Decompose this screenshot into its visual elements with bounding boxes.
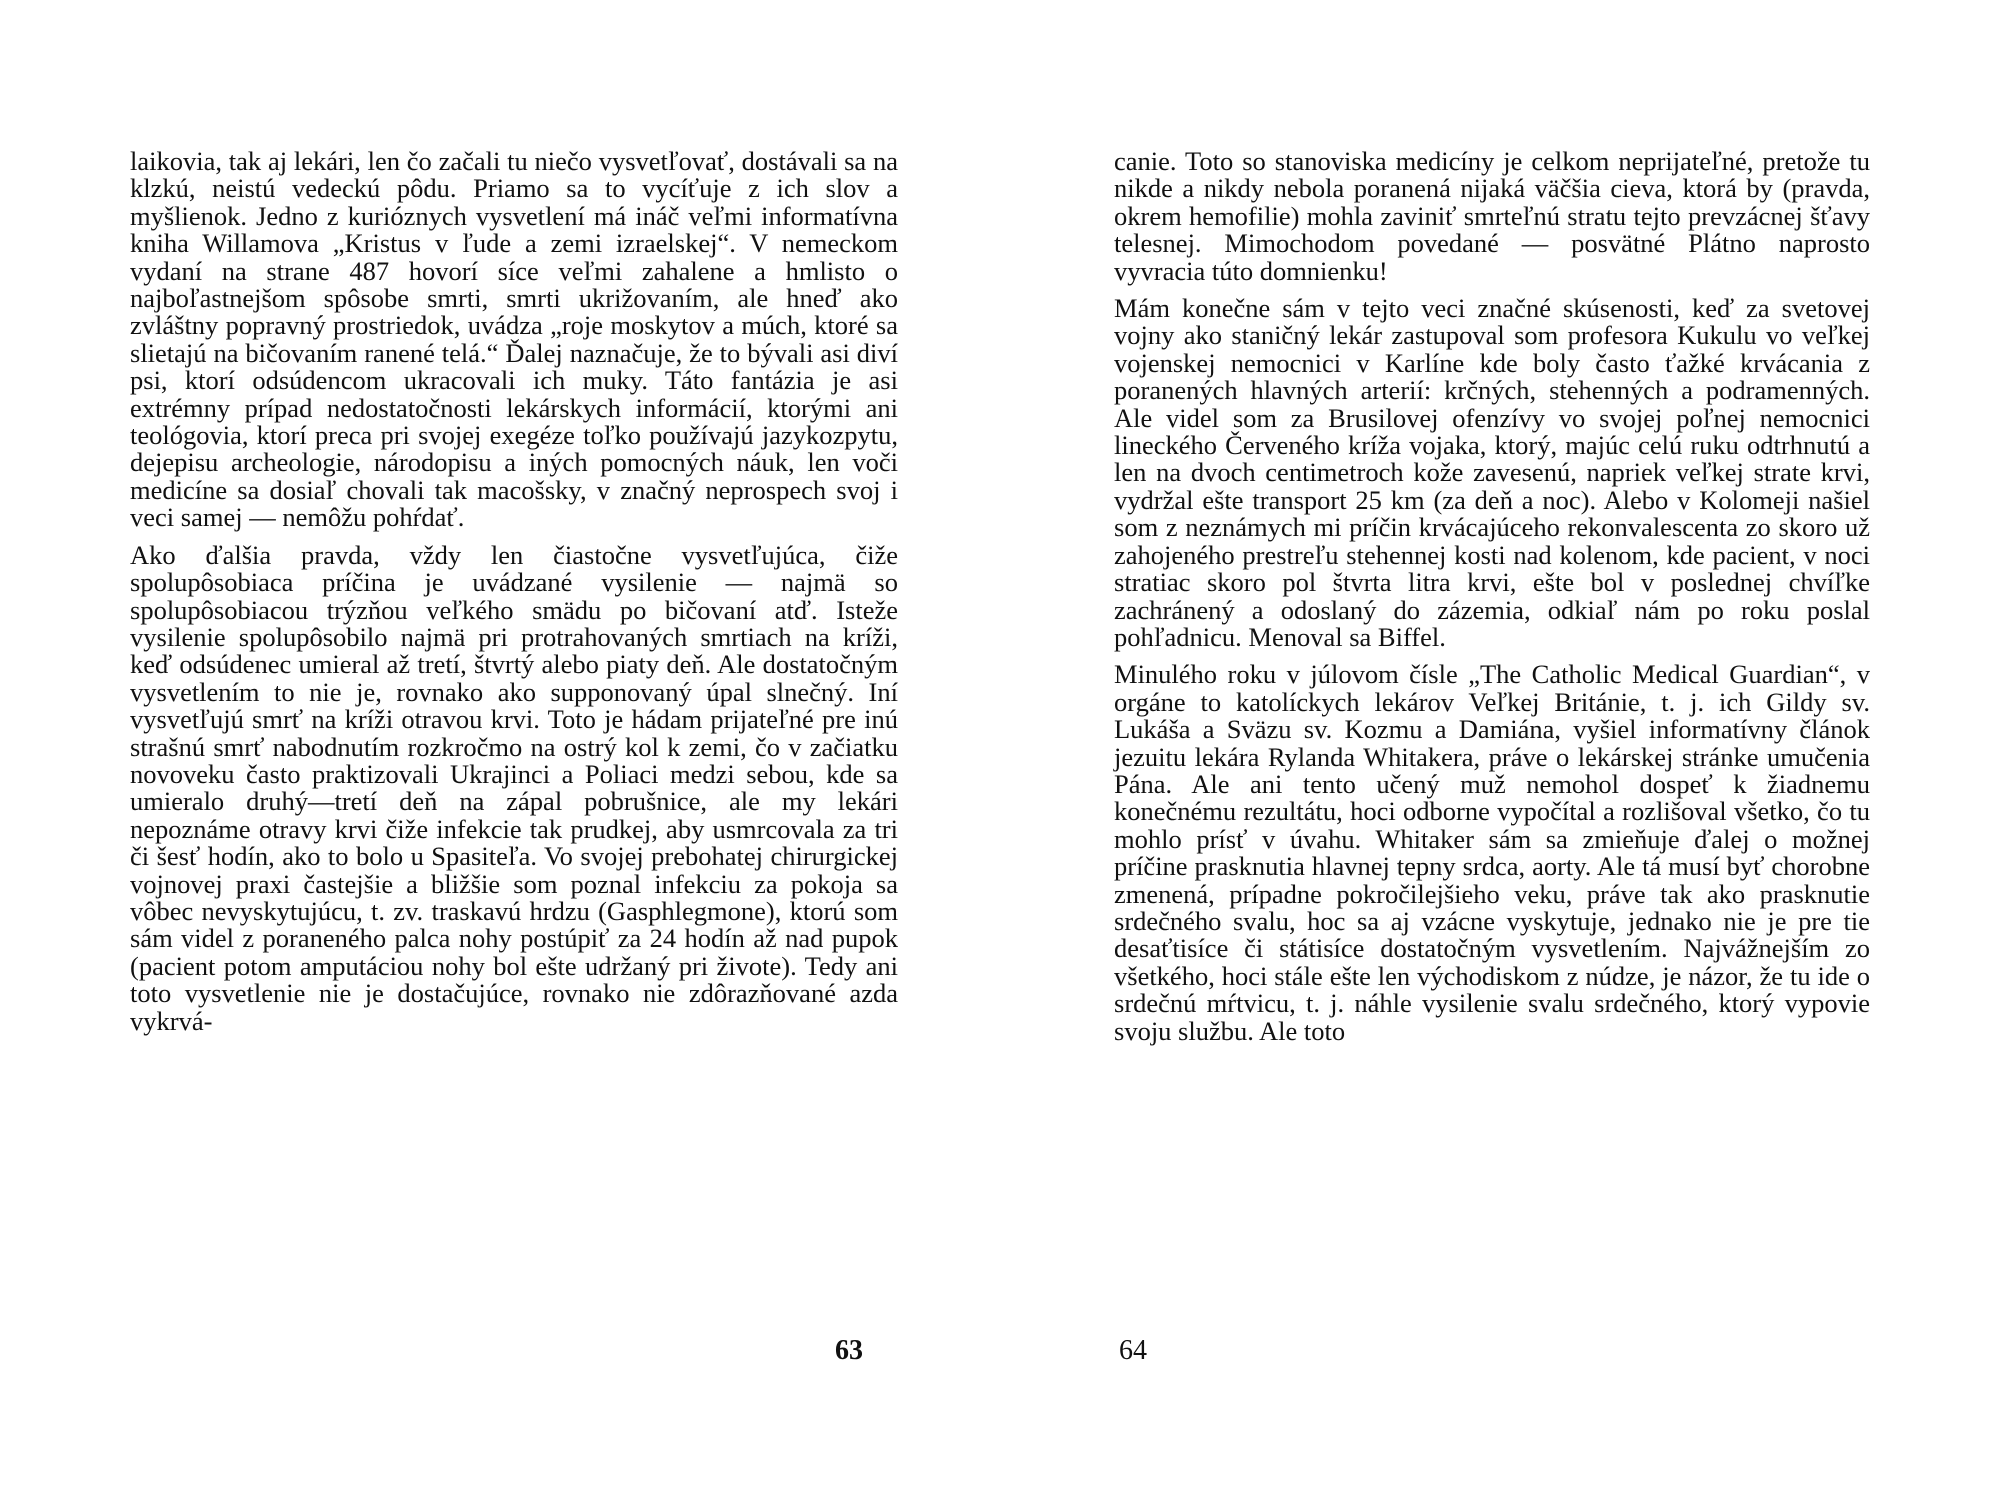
right-paragraph-2: Mám konečne sám v tejto veci značné skúsenosti, keď za svetovej vojny ako staničný lekár zastupoval som profesora Kukulu vo veľkej vojenskej nemocnici v Karlíne kde boly často ťažké krvácania z poranených hlavných arterií: krčných, stehenných a podramenných. Ale videl som za Brusilovej ofenzívy vo svojej poľnej nemocnici lineckého Červeného kríža vojaka, ktorý, majúc celú ruku odtrhnutú a len na dvoch centimetroch kože zavesenú, napriek veľkej strate krvi, vydržal ešte transport 25 km (za deň a noc). Alebo v Kolomeji našiel som z neznámych mi príčin krvácajúceho rekonvalescenta zo skoro už zahojeného prestreľu stehennej kosti nad kolenom, kde pacient, v noci stratiac skoro pol štvrta litra krvi, ešte bol v poslednej chvíľke zachránený a odoslaný do zázemia, odkiaľ nám po roku poslal pohľadnicu. Menoval sa Biffel. — [1114, 293, 1870, 652]
right-page — [1114, 148, 1870, 1045]
right-paragraph-3: Minulého roku v júlovom čísle „The Catholic Medical Guardian“, v orgáne to katolíckych lekárov Veľkej Británie, t. j. ich Gildy sv. Lukáša a Sväzu sv. Kozmu a Damiána, vyšiel informatívny článok jezuitu lekára Rylanda Whitakera, práve o lekárskej stránke umučenia Pána. Ale ani tento učený muž nemohol dospeť k žiadnemu konečnému rezultátu, hoci odborne vypočítal a rozlišoval všetko, čo tu mohlo prísť v úvahu. Whitaker sám sa zmieňuje ďalej o možnej príčine prasknutia hlavnej tepny srdca, aorty. Ale tá musí byť chorobne zmenená, prípadne pokročilejšieho veku, práve tak ako prasknutie srdečného svalu, hoc sa aj vzácne vyskytuje, jednako nie je pre tie desaťtisíce či státisíce dostatočným vysvetlením. Najvážnejším zo všetkého, hoci stále ešte len východiskom z núdze, je názor, že tu ide o srdečnú mŕtvicu, t. j. náhle vysilenie svalu srdečného, ktorý vypovie svoju službu. Ale toto — [1114, 659, 1870, 1046]
left-page — [130, 148, 898, 1035]
left-paragraph-2: Ako ďalšia pravda, vždy len čiastočne vysvetľujúca, čiže spolupôsobiaca príčina je uvádzané vysilenie — najmä so spolupôsobiacou trýzňou veľkého smädu po bičovaní atď. Isteže vysilenie spolupôsobilo najmä pri protrahovaných smrtiach na kríži, keď odsúdenec umieral až tretí, štvrtý alebo piaty deň. Ale dostatočným vysvetlením to nie je, rovnako ako supponovaný úpal slnečný. Iní vysvetľujú smrť na kríži otravou krvi. Toto je hádam prijateľné pre inú strašnú smrť nabodnutím rozkročmo na ostrý kol k zemi, čo v začiatku novoveku často praktizovali Ukrajinci a Poliaci medzi sebou, kde sa umieralo druhý—tretí deň na zápal pobrušnice, ale my lekári nepoznáme otravy krvi čiže infekcie tak prudkej, aby usmrcovala za tri či šesť hodín, ako to bolo u Spasiteľa. Vo svojej prebohatej chirurgickej vojnovej praxi častejšie a bližšie som poznal infekciu za pokoja sa vôbec nevyskytujúcu, t. zv. traskavú hrdzu (Gasphlegmone), ktorú som sám videl z poraneného palca nohy postúpiť za 24 hodín až nad pupok (pacient potom amputáciou nohy bol ešte udržaný pri živote). Tedy ani toto vysvetlenie nie je dostačujúce, rovnako nie zdôrazňované azda vykrvá- — [130, 539, 898, 1036]
page-number-right: 64 — [1119, 1335, 1147, 1366]
right-paragraph-1: canie. Toto so stanoviska medicíny je celkom neprijateľné, pretože tu nikde a nikdy nebola poranená nijaká väčšia cieva, ktorá by (pravda, okrem hemofilie) mohla zaviniť smrteľnú stratu tejto prevzácnej šťavy telesnej. Mimochodom povedané — posvätné Plátno naprosto vyvracia túto domnienku! — [1114, 146, 1870, 286]
left-paragraph-1: laikovia, tak aj lekári, len čo začali tu niečo vysvetľovať, dostávali sa na klzkú, neistú vedeckú pôdu. Priamo sa to vycíťuje z ich slov a myšlienok. Jedno z kurióznych vysvetlení má ináč veľmi informatívna kniha Willamova „Kristus v ľude a zemi izraelskej“. V nemeckom vydaní na strane 487 hovorí síce veľmi zahalene a hmlisto o najboľastnejšom spôsobe smrti, smrti ukrižovaním, ale hneď ako zvláštny popravný prostriedok, uvádza „roje moskytov a múch, ktoré sa slietajú na bičovaním ranené telá.“ Ďalej naznačuje, že to bývali asi diví psi, ktorí odsúdencom ukracovali ich muky. Táto fantázia je asi extrémny prípad nedostatočnosti lekárskych informácií, ktorými ani teológovia, ktorí preca pri svojej exegéze toľko používajú jazykozpytu, dejepisu archeologie, národopisu a iných pomocných náuk, len voči medicíne sa dosiaľ chovali tak macošsky, v značný neprospech svoj i veci samej — nemôžu pohŕdať. — [130, 146, 898, 533]
page-number-left: 63 — [835, 1335, 863, 1366]
